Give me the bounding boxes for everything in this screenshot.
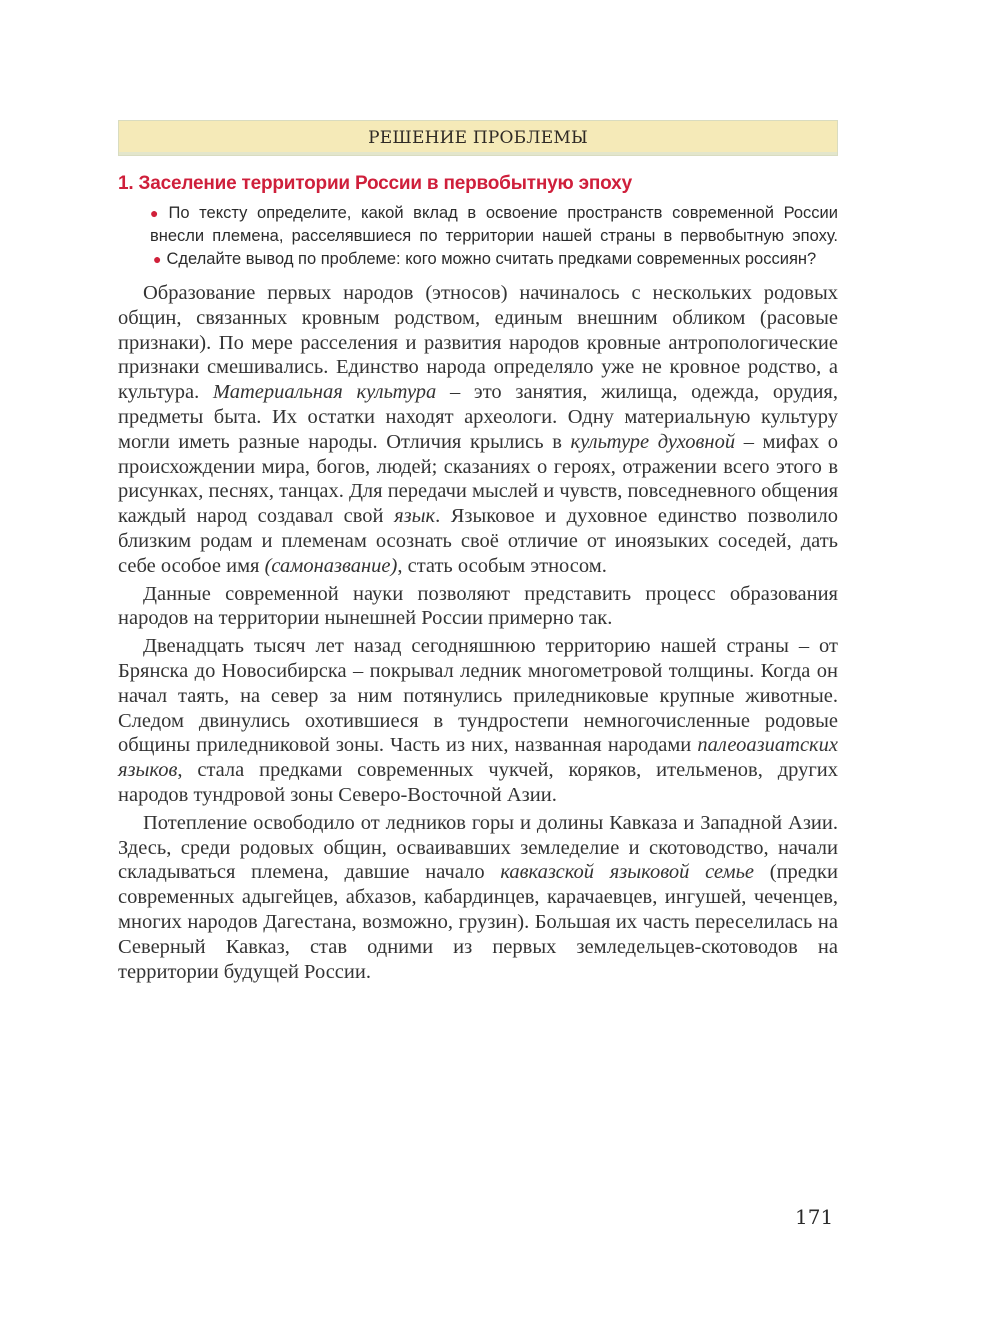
paragraph-caucasus [118, 811, 838, 985]
bullet-icon: ● [150, 205, 164, 221]
textbook-page [118, 120, 838, 987]
task-block [150, 202, 838, 271]
term-material-culture: Материальная культура [212, 381, 437, 404]
text-run: Потепление освободило от ледников горы и долины Кавказа и Западной Азии. Здесь, среди родовых общин, осваивавших земледелие и скотоводство, начали складываться племена, давшие начало [118, 811, 838, 884]
text-run: , стать особым этносом. [397, 554, 607, 577]
text-run: , стала предками современных чукчей, коряков, ительменов, других народов тундровой зоны Северо-Восточной Азии. [118, 759, 838, 806]
text-run: . Языковое и духовное единство позволило близким родам и племенам осознать своё отличие от иноязыких соседей, дать себе особое имя [118, 505, 838, 577]
term-spiritual-culture: культуре духовной [570, 430, 736, 453]
task-text-2: Сделайте вывод по проблеме: кого можно считать предками современных россиян? [166, 250, 817, 268]
term-self-name: (самоназвание) [264, 554, 398, 577]
text-run: Двенадцать тысяч лет назад сегодняшнюю территорию нашей страны – от Брянска до Новосибирска – покрывал ледник многометровой толщины. Когда он начал таять, на север за ним потянулись приледниковые крупные животные. Следом двинулись охотившиеся в тундростепи немногочисленные родовые общины приледниковой зоны. Часть из них, названная народами [118, 635, 838, 757]
paragraph-science: Данные современной науки позволяют представить процесс образования народов на территории нынешней России примерно так. [118, 582, 838, 630]
text-run: (предки современных адыгейцев, абхазов, кабардинцев, карачаевцев, ингушей, чеченцев, многих народов Дагестана, возможно, грузин). Большая их часть переселилась на Северный Кавказ, став одними из первых земледельцев-скотоводов на территории будущей России. [118, 861, 838, 983]
text-run: – мифах о происхождении мира, богов, людей; сказаниях о героях, отражении всего этого в рисунках, песнях, танцах. Для передачи мыслей и чувств, повседневного общения каждый народ создавал свой [118, 430, 839, 528]
section-banner [118, 120, 838, 156]
banner-title: РЕШЕНИЕ ПРОБЛЕМЫ [368, 128, 588, 148]
bullet-icon: ● [153, 251, 162, 267]
paragraph-glacier [118, 634, 838, 808]
text-run: Образование первых народов (этносов) начиналось с нескольких родовых общин, связанных кровным родством, единым внешним обликом (расовые признаки). По мере расселения и развития народов кровные антропологические признаки смешивались. Единство народа определяло уже не кровное родство, а культура. [118, 282, 838, 404]
term-paleoasian-languages: палеоазиатских языков [118, 734, 838, 782]
task-text-1: По тексту определите, какой вклад в освоение пространств современной России внесли племена, расселявшиеся по территории нашей страны в первобытную эпоху. [150, 204, 838, 245]
paragraph-ethnos [118, 281, 838, 579]
section-heading: 1. Заселение территории России в первобытную эпоху [118, 173, 633, 194]
page-number: 171 [795, 1205, 834, 1229]
text-run: – это занятия, жилища, одежда, орудия, предметы быта. Их остатки находят археологи. Одну материальную культуру могли иметь разные народы. Отличия крылись в [118, 381, 838, 453]
term-language: язык [394, 505, 436, 528]
body-text [118, 281, 838, 984]
term-caucasian-language-family: кавказской языковой семье [500, 861, 755, 884]
